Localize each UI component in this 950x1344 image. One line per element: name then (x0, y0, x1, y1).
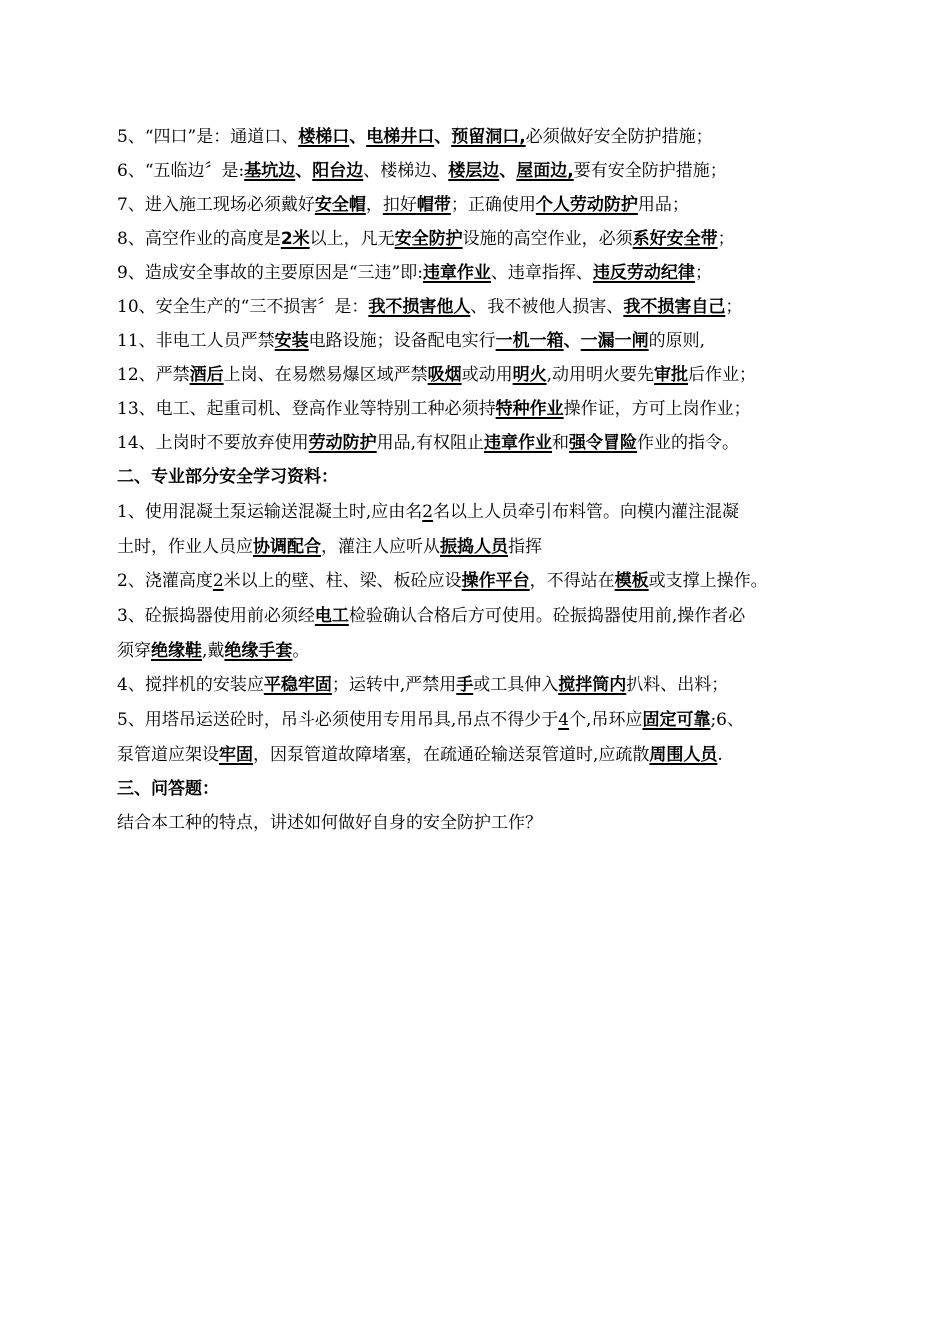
general-safety-list (117, 120, 877, 460)
text-segment: 指挥 (508, 537, 542, 557)
general-line-10 (117, 426, 877, 460)
keyword: 操作平台 (461, 571, 530, 591)
general-line-7 (117, 324, 877, 358)
text-segment: 7、进入施工现场必须戴好 (117, 195, 315, 215)
professional-line-5 (117, 634, 877, 668)
professional-line-1 (117, 494, 877, 530)
text-segment: 或支撑上操作。 (648, 571, 768, 591)
keyword: 审批 (654, 365, 689, 385)
text-segment: 1、使用混凝土泵运输送混凝土时,应由名 (117, 502, 423, 522)
text-segment: 须穿 (117, 641, 151, 661)
underlined-text: 2 (212, 571, 224, 591)
separator: 、 (434, 127, 452, 147)
general-line-6 (117, 290, 877, 324)
text-segment: 操作证，方可上岗作业； (563, 399, 751, 419)
keyword: 屋面边, (516, 161, 574, 181)
text-segment: 11、非电工人员严禁 (117, 331, 275, 351)
professional-line-4 (117, 598, 877, 634)
keyword: 特种作业 (495, 399, 564, 419)
text-segment: ， (365, 195, 383, 215)
professional-line-6 (117, 668, 877, 702)
text-segment: 9、造成安全事故的主要原因是“三违”即: (117, 263, 423, 283)
keyword: 电工 (314, 606, 349, 626)
text-segment: ；运转中,严禁用 (331, 675, 457, 695)
text-segment: 、违章指挥、 (490, 263, 593, 283)
separator: 、 (499, 161, 517, 181)
general-line-8 (117, 358, 877, 392)
keyword: 2米 (280, 229, 310, 249)
text-segment: 上岗、在易燃易爆区域严禁 (223, 365, 428, 385)
keyword: 绝缘鞋 (151, 641, 202, 661)
professional-line-2 (117, 530, 877, 564)
keyword: 我不损害自己 (623, 297, 726, 317)
text-segment: 米以上的壁、柱、梁、板砼应设 (223, 571, 462, 591)
text-segment: ；正确使用 (450, 195, 536, 215)
keyword: 阳台边 (312, 161, 364, 181)
section-3-title: 三、问答题： (117, 779, 219, 799)
keyword: 一漏一闸 (580, 331, 649, 351)
text-segment: ,戴 (202, 641, 225, 661)
keyword: 安装 (274, 331, 309, 351)
keyword: 楼层边 (448, 161, 500, 181)
question-text: 结合本工种的特点，讲述如何做好自身的安全防护工作？ (117, 813, 542, 833)
text-segment: ，灌注人应听从 (321, 537, 440, 557)
text-segment: 和 (552, 433, 570, 453)
text-segment: 。 (292, 641, 310, 661)
text-segment: 后作业； (688, 365, 757, 385)
text-segment: 扒料、出料； (626, 675, 729, 695)
separator: 、 (563, 331, 581, 351)
keyword: 一机一箱 (495, 331, 564, 351)
professional-safety-list (117, 494, 877, 772)
keyword: 违反劳动纪律 (592, 263, 695, 283)
general-line-5 (117, 256, 877, 290)
underlined-text: 扣好 (382, 195, 417, 215)
text-segment: ;6、 (710, 710, 744, 730)
keyword: 违章作业 (484, 433, 553, 453)
text-segment: 作业的指令。 (637, 433, 740, 453)
text-segment: 14、上岗时不要放弃使用 (117, 433, 309, 453)
underlined-text: 4 (558, 710, 570, 730)
text-segment: 检验确认合格后方可使用。砼振捣器使用前,操作者必 (348, 606, 746, 626)
keyword: 明火 (512, 365, 547, 385)
keyword: 楼梯口 (298, 127, 350, 147)
separator: 、 (295, 161, 313, 181)
text-segment: 名以上人员牵引布料管。向模内灌注混凝 (433, 502, 740, 522)
text-segment: 5、“四口”是：通道口、 (117, 127, 299, 147)
keyword: 手 (456, 675, 474, 695)
keyword: 平稳牢固 (263, 675, 332, 695)
general-line-3 (117, 188, 877, 222)
text-segment: 设施的高空作业，必须 (462, 229, 633, 249)
keyword: 违章作业 (422, 263, 491, 283)
text-segment: 13、电工、起重司机、登高作业等特别工种必须持 (117, 399, 496, 419)
keyword: 牢固 (219, 745, 253, 765)
keyword: 固定可靠 (642, 710, 711, 730)
keyword: 酒后 (189, 365, 224, 385)
keyword: 安全防护 (394, 229, 463, 249)
keyword: 吸烟 (427, 365, 462, 385)
text-segment: 、楼梯边、 (363, 161, 449, 181)
text-segment: 12、严禁 (117, 365, 190, 385)
text-segment: 5、用塔吊运送砼时，吊斗必须使用专用吊具,吊点不得少于 (117, 710, 559, 730)
text-segment: 泵管道应架设 (117, 745, 219, 765)
text-segment: 8、高空作业的高度是 (117, 229, 281, 249)
underlined-text: 2 (422, 502, 434, 522)
keyword: 帽带 (416, 195, 451, 215)
general-line-1 (117, 120, 877, 154)
text-segment: ； (694, 263, 712, 283)
text-segment: 个,吊环应 (569, 710, 643, 730)
text-segment: 的原则, (648, 331, 706, 351)
text-segment: . (717, 745, 723, 765)
keyword: 模板 (614, 571, 649, 591)
text-segment: 4、搅拌机的安装应 (117, 675, 264, 695)
text-segment: 或工具伸入 (473, 675, 559, 695)
keyword: 振捣人员 (440, 537, 508, 557)
text-segment: 土时，作业人员应 (117, 537, 253, 557)
keyword: 劳动防护 (308, 433, 377, 453)
keyword: 搅拌筒内 (558, 675, 627, 695)
text-segment: 或动用 (461, 365, 513, 385)
keyword: 安全帽 (314, 195, 366, 215)
document-content (117, 120, 877, 840)
text-segment: ，不得站在 (529, 571, 615, 591)
separator: 、 (349, 127, 367, 147)
text-segment: 6、“五临边〞是: (117, 161, 245, 181)
keyword: 个人劳动防护 (535, 195, 638, 215)
keyword: 预留洞口, (451, 127, 526, 147)
text-segment: ； (717, 229, 735, 249)
keyword: 周围人员 (649, 745, 718, 765)
text-segment: ,动用明火要先 (546, 365, 655, 385)
text-segment: 、我不被他人损害、 (470, 297, 624, 317)
text-segment: ； (725, 297, 743, 317)
keyword: 绝缘手套 (224, 641, 293, 661)
text-segment: 用品,有权阻止 (376, 433, 485, 453)
general-line-2 (117, 154, 877, 188)
text-segment: 电路设施；设备配电实行 (308, 331, 496, 351)
keyword: 系好安全带 (632, 229, 718, 249)
text-segment: 必须做好安全防护措施； (525, 127, 713, 147)
text-segment: 要有安全防护措施； (573, 161, 727, 181)
text-segment: 以上，凡无 (309, 229, 395, 249)
text-segment: 2、浇灌高度 (117, 571, 213, 591)
general-line-4 (117, 222, 877, 256)
general-line-9 (117, 392, 877, 426)
section-2-title: 二、专业部分安全学习资料： (117, 467, 338, 487)
text-segment: 3、砼振捣器使用前必须经 (117, 606, 315, 626)
keyword: 基坑边 (244, 161, 296, 181)
keyword: 电梯井口 (366, 127, 435, 147)
professional-line-8 (117, 738, 877, 772)
text-segment: 用品； (637, 195, 689, 215)
keyword: 强令冒险 (569, 433, 638, 453)
professional-line-7 (117, 702, 877, 738)
keyword: 协调配合 (253, 537, 321, 557)
text-segment: 10、安全生产的“三不损害〞是： (117, 297, 369, 317)
text-segment: ，因泵管道故障堵塞，在疏通砼输送泵管道时,应疏散 (253, 745, 650, 765)
keyword: 我不损害他人 (368, 297, 471, 317)
professional-line-3 (117, 564, 877, 598)
